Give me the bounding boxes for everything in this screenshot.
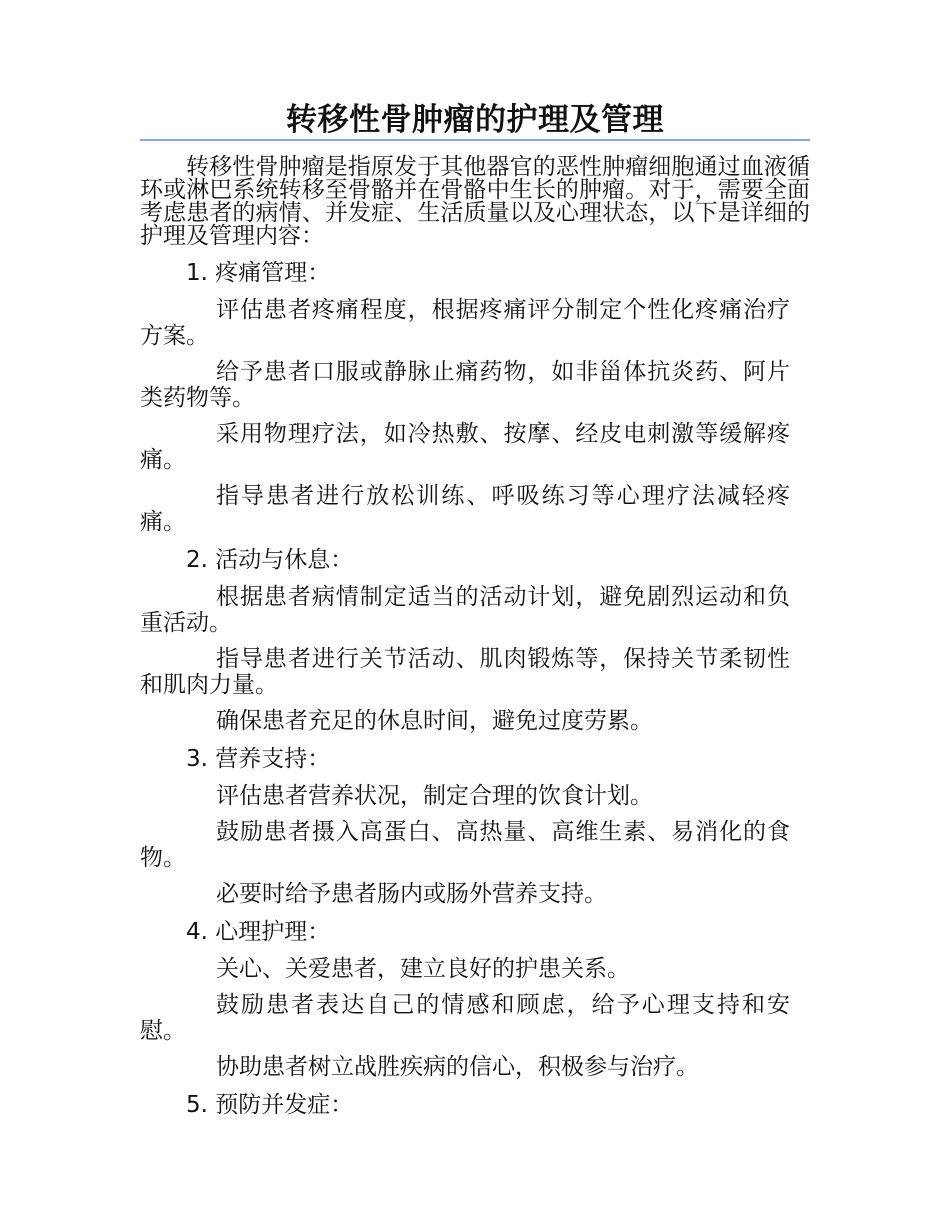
title-underline — [140, 139, 810, 141]
section-psychological-care — [140, 917, 790, 1080]
section-heading: 5. 预防并发症： — [186, 1092, 354, 1118]
section-item: 评估患者疼痛程度，根据疼痛评分制定个性化疼痛治疗方案。 — [140, 297, 790, 349]
section-item: 根据患者病情制定适当的活动计划，避免剧烈运动和负重活动。 — [140, 584, 790, 636]
section-pain-management — [140, 258, 790, 535]
section-item: 鼓励患者表达自己的情感和顾虑，给予心理支持和安慰。 — [140, 992, 790, 1044]
section-item: 协助患者树立战胜疾病的信心，积极参与治疗。 — [216, 1054, 699, 1080]
section-item: 评估患者营养状况，制定合理的饮食计划。 — [216, 783, 653, 809]
section-item: 鼓励患者摄入高蛋白、高热量、高维生素、易消化的食物。 — [140, 819, 790, 871]
section-nutrition-support — [140, 744, 790, 907]
intro-paragraph: 转移性骨肿瘤是指原发于其他器官的恶性肿瘤细胞通过血液循环或淋巴系统转移至骨骼并在骨骼中生长的肿瘤。对于，需要全面考虑患者的病情、并发症、生活质量以及心理状态，以下是详细的护理及管理内容： — [140, 154, 810, 249]
section-heading: 1. 疼痛管理： — [186, 260, 331, 286]
section-heading: 4. 心理护理： — [186, 919, 331, 945]
document-body — [140, 258, 790, 1129]
section-item: 采用物理疗法，如冷热敷、按摩、经皮电刺激等缓解疼痛。 — [140, 421, 790, 473]
section-item: 给予患者口服或静脉止痛药物，如非甾体抗炎药、阿片类药物等。 — [140, 359, 790, 411]
section-heading: 2. 活动与休息： — [186, 547, 354, 573]
section-item: 指导患者进行关节活动、肌肉锻炼等，保持关节柔韧性和肌肉力量。 — [140, 646, 790, 698]
section-item: 必要时给予患者肠内或肠外营养支持。 — [216, 881, 607, 907]
section-activity-rest — [140, 545, 790, 734]
section-item: 关心、关爱患者，建立良好的护患关系。 — [216, 956, 630, 982]
section-item: 确保患者充足的休息时间，避免过度劳累。 — [216, 708, 653, 734]
section-heading: 3. 营养支持： — [186, 746, 331, 772]
section-complication-prevention — [140, 1090, 790, 1120]
section-item: 指导患者进行放松训练、呼吸练习等心理疗法减轻疼痛。 — [140, 483, 790, 535]
document-title: 转移性骨肿瘤的护理及管理 — [286, 102, 664, 138]
